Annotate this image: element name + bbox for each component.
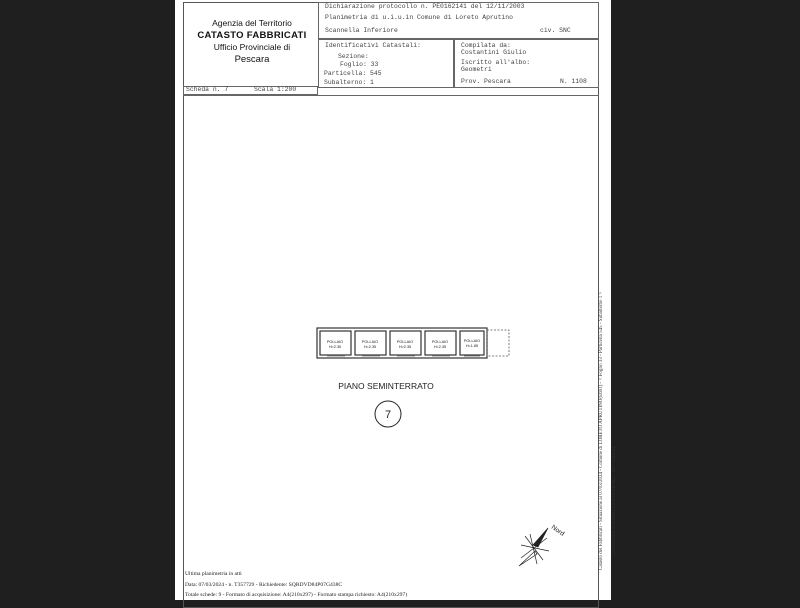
compilata-name: Costantini Giulio <box>461 49 527 56</box>
side-caption <box>598 230 616 570</box>
iscritto-value: Geometri <box>461 66 492 73</box>
north-label: Nord <box>549 523 566 538</box>
document-number: N. 1108 <box>560 78 587 85</box>
agency-office: Ufficio Provinciale di <box>213 42 291 52</box>
agency-name: Agenzia del Territorio <box>212 18 292 28</box>
scale-label: Scala 1:200 <box>254 86 297 93</box>
sheet-number: 7 <box>384 409 392 421</box>
floor-plan-drawing <box>175 0 611 600</box>
room-5-outline <box>460 331 484 355</box>
room-5-height: H=1.85 <box>465 344 479 348</box>
identifiers-label: Identificativi Catastali: <box>325 42 421 49</box>
footer-last-plan: Ultima planimetria in atti <box>185 571 242 577</box>
province-field: Prov. Pescara <box>461 78 511 85</box>
planimetria-text: Planimetria di u.i.u.in Comune di Loreto Aprutino <box>325 14 513 21</box>
room-2-height: H=2.35 <box>363 345 377 349</box>
scheda-number: Scheda n. 7 <box>186 86 229 93</box>
iscritto-label: Iscritto all'albo: <box>461 59 531 66</box>
particella-field: Particella: 545 <box>324 70 382 77</box>
foglio-field: Foglio: 33 <box>340 61 379 68</box>
civic-number: civ. SNC <box>540 27 571 34</box>
room-2-label: POLLAIO <box>361 340 379 344</box>
footer-format: Totale schede: 9 - Formato di acquisizione: A4(210x297) - Formato stampa richiesto: A4(210x297) <box>185 592 408 598</box>
room-3-height: H=2.35 <box>398 345 412 349</box>
room-1-height: H=2.35 <box>328 345 342 349</box>
room-5-label: POLLAIO <box>463 339 481 343</box>
agency-province: Pescara <box>234 54 270 65</box>
side-caption-line-1: Catasto dei Fabbricati - Situazione al 07/03/2024 - Comune di LORETO APRUTINO(E691) - < Foglio 33 - Particella 545 - Subalterno 1 > <box>599 291 604 570</box>
room-3-label: POLLAIO <box>396 340 414 344</box>
sezione-field: Sezione: <box>338 53 369 60</box>
footer-request: Data: 07/03/2024 - n. T357729 - Richiedente: SQRDVD84P07G438C <box>185 582 343 588</box>
declaration-text: Dichiarazione protocollo n. PE0162141 del 12/11/2003 <box>325 3 525 10</box>
side-caption-line-2: CONTRADA SCANNELLA INFERIORE n. SNC Piano S1 <box>611 446 616 555</box>
floor-label: PIANO SEMINTERRATO <box>338 381 434 391</box>
subalterno-field: Subalterno: 1 <box>324 79 374 86</box>
room-4-label: POLLAIO <box>431 340 449 344</box>
room-1-label: POLLAIO <box>326 340 344 344</box>
annex-outline <box>487 330 509 356</box>
compilata-label: Compilata da: <box>461 42 511 49</box>
north-arrow-icon <box>519 528 549 566</box>
address-text: Scannella Inferiore <box>325 27 398 34</box>
room-4-height: H=2.35 <box>433 345 447 349</box>
document-page <box>175 0 611 600</box>
agency-department: CATASTO FABBRICATI <box>197 30 307 41</box>
